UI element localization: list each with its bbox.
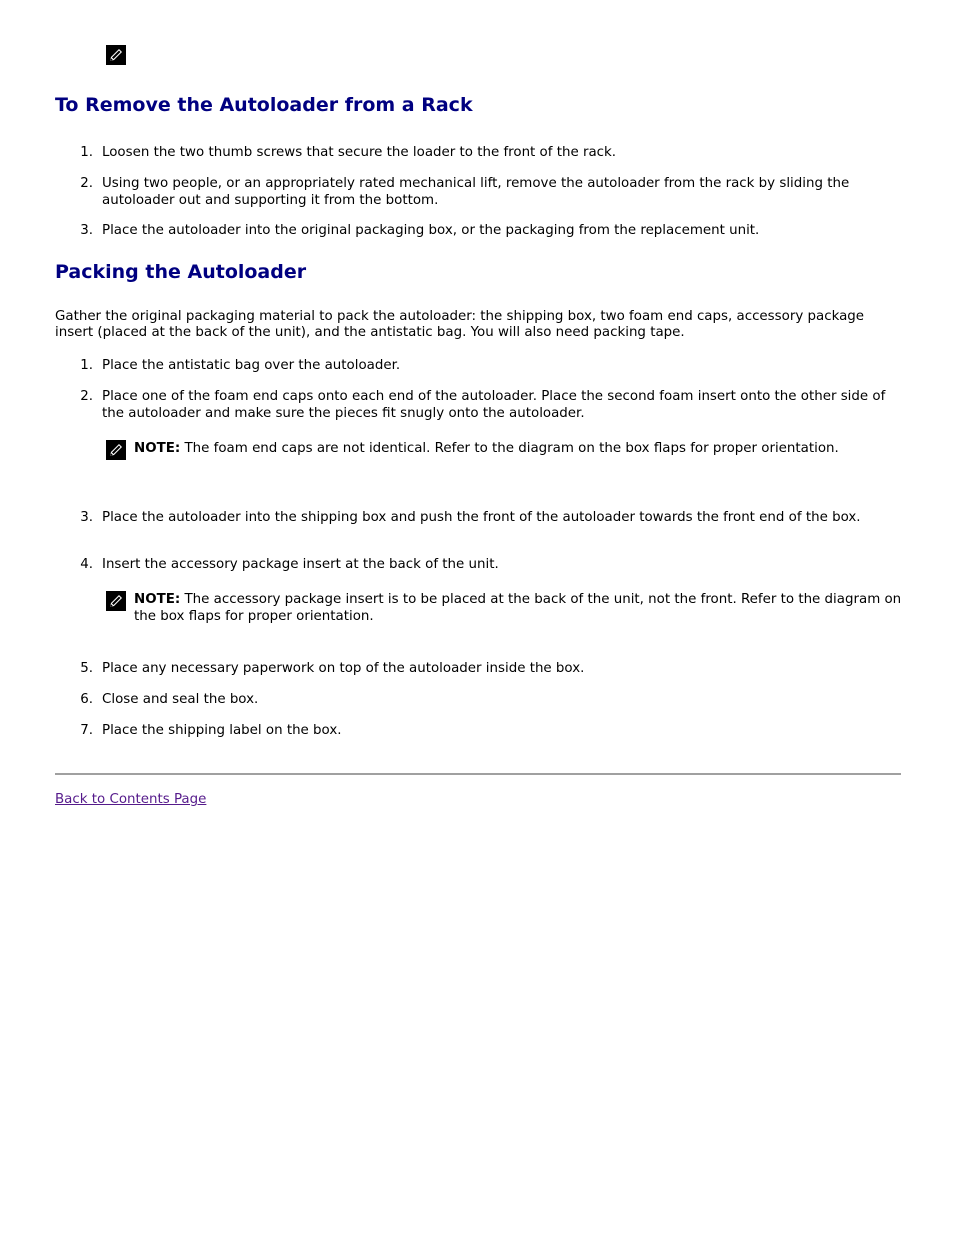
list-item: 3. Place the autoloader into the original packaging box, or the packaging from the replacement unit. [80, 223, 760, 238]
packing-steps-list [55, 722, 901, 739]
list-item: 7. Place the shipping label on the box. [80, 723, 342, 738]
list-item: 1. Place the antistatic bag over the autoloader. [80, 358, 401, 373]
packing-steps-list [55, 556, 901, 573]
section-heading-packing: Packing the Autoloader [55, 261, 307, 283]
horizontal-divider [55, 773, 901, 775]
list-item: 6. Close and seal the box. [80, 692, 259, 707]
back-to-contents-link[interactable]: Back to Contents Page [55, 792, 207, 807]
note-callout [106, 440, 901, 476]
list-item: 4. Insert the accessory package insert at the back of the unit. [80, 557, 499, 572]
packing-steps-list [55, 388, 901, 422]
packing-intro: Gather the original packaging material to pack the autoloader: the shipping box, two foam end caps, accessory package insert (placed at the back of the unit), and the antistatic bag. You will also need packing tape. [55, 309, 865, 340]
list-item: 3. Place the autoloader into the shipping box and push the front of the autoloader towards the front end of the box. [80, 510, 861, 525]
packing-steps-list [55, 660, 901, 677]
remove-steps-list [55, 222, 901, 239]
list-item: 1. Loosen the two thumb screws that secure the loader to the front of the rack. [80, 145, 617, 160]
note-pencil-icon [106, 440, 126, 460]
note-pencil-icon [106, 591, 126, 611]
remove-steps-list [55, 175, 901, 209]
note-pencil-icon [106, 45, 126, 65]
list-item: 2. Using two people, or an appropriately rated mechanical lift, remove the autoloader from the rack by sliding the autoloader out and supporting it from the bottom. [80, 176, 850, 208]
list-item: 5. Place any necessary paperwork on top of the autoloader inside the box. [80, 661, 585, 676]
note-text: NOTE: The foam end caps are not identical. Refer to the diagram on the box flaps for proper orientation. [134, 441, 839, 456]
note-callout [106, 591, 901, 627]
packing-steps-list [55, 691, 901, 708]
remove-steps-list [55, 144, 901, 161]
section-heading-remove: To Remove the Autoloader from a Rack [55, 94, 473, 116]
note-text: NOTE: The accessory package insert is to be placed at the back of the unit, not the front. Refer to the diagram on the box flaps for proper orientation. [134, 592, 902, 624]
packing-steps-list [55, 357, 901, 374]
packing-steps-list [55, 509, 901, 526]
list-item: 2. Place one of the foam end caps onto each end of the autoloader. Place the second foam insert onto the other side of the autoloader and make sure the pieces fit snugly onto the autoloader. [80, 389, 886, 421]
